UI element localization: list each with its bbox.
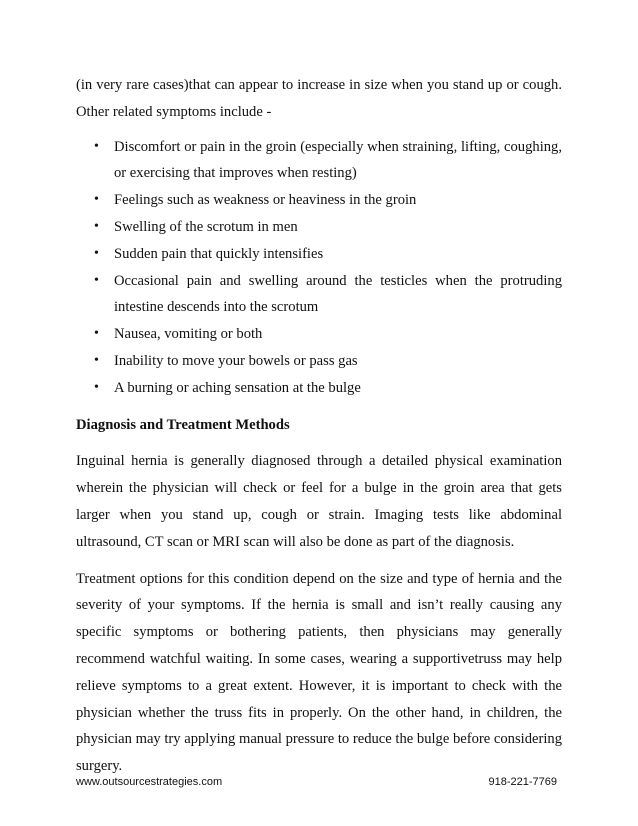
list-item-text: Inability to move your bowels or pass gas xyxy=(114,352,358,369)
footer-website: www.outsourcestrategies.com xyxy=(76,776,223,788)
list-item xyxy=(94,348,562,375)
list-item-text: Sudden pain that quickly intensifies xyxy=(114,245,324,262)
bullet-icon: • xyxy=(94,379,99,395)
list-item xyxy=(94,241,562,268)
section-heading: Diagnosis and Treatment Methods xyxy=(76,416,290,433)
bullet-icon: • xyxy=(94,352,99,368)
list-item xyxy=(94,134,562,188)
list-item-text: Feelings such as weakness or heaviness in the groin xyxy=(114,192,417,209)
diagnosis-paragraph: Inguinal hernia is generally diagnosed through a detailed physical examination wherein the physician will check or feel for a bulge in the groin area that gets larger when you stand up, cough or strain. Imaging tests like abdominal ultrasound, CT scan or MRI scan will also be done as part of the diagnosis. xyxy=(76,453,562,550)
list-item xyxy=(94,268,562,322)
list-item xyxy=(94,187,562,214)
bullet-icon: • xyxy=(94,138,99,154)
footer-phone: 918-221-7769 xyxy=(488,776,557,788)
list-item-text: Nausea, vomiting or both xyxy=(114,326,263,343)
list-item-text: A burning or aching sensation at the bulge xyxy=(114,379,361,396)
bullet-icon: • xyxy=(94,272,99,288)
list-item xyxy=(94,214,562,241)
treatment-paragraph: Treatment options for this condition depend on the size and type of hernia and the severity of your symptoms. If the hernia is small and isn’t really causing any specific symptoms or bothering patients, then physicians may generally recommend watchful waiting. In some cases, wearing a supportivetruss may help relieve symptoms to a great extent. However, it is important to check with the physician whether the truss fits in properly. On the other hand, in children, the physician may try applying manual pressure to reduce the bulge before considering surgery. xyxy=(76,570,562,775)
page-content xyxy=(76,72,562,780)
symptoms-list xyxy=(76,134,562,402)
list-item-text: Swelling of the scrotum in men xyxy=(114,218,298,235)
list-item-text: Occasional pain and swelling around the testicles when the protruding intestine descends into the scrotum xyxy=(114,272,562,316)
intro-paragraph: (in very rare cases)that can appear to increase in size when you stand up or cough. Other related symptoms include - xyxy=(76,77,562,120)
list-item xyxy=(94,375,562,402)
list-item xyxy=(94,321,562,348)
list-item-text: Discomfort or pain in the groin (especially when straining, lifting, coughing, or exercising that improves when resting) xyxy=(114,138,562,182)
bullet-icon: • xyxy=(94,326,99,342)
bullet-icon: • xyxy=(94,245,99,261)
bullet-icon: • xyxy=(94,218,99,234)
bullet-icon: • xyxy=(94,192,99,208)
